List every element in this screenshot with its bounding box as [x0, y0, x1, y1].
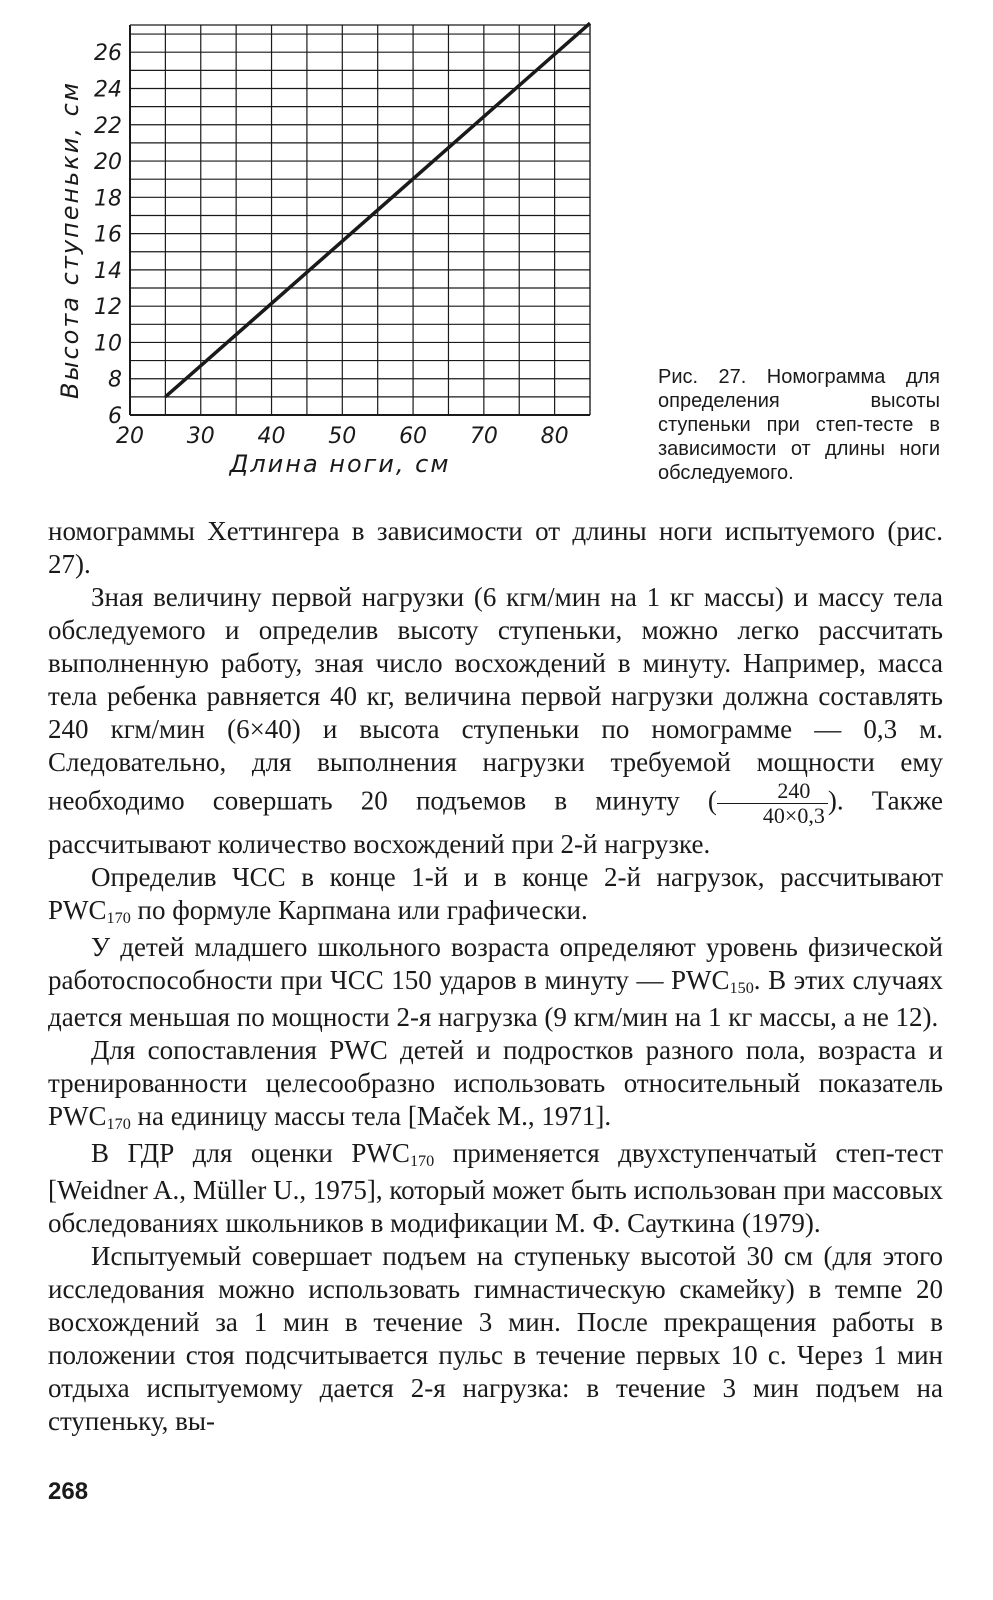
paragraph-2-text: Зная величину первой нагрузки (6 кгм/мин на 1 кг массы) и массу тела обследуемого и определив высоту ступеньки, можно легко рассчитать выполненную работу, зная число восхождений в минуту. Например, масса тела ребенка равняется 40 кг, величина первой нагрузки должна составлять 240 кгм/мин (6×40) и высота ступеньки по номограмме — 0,3 м. Следовательно, для выполнения нагрузки требуемой мощности ему необходимо совершать 20 подъемов в минуту [48, 582, 943, 816]
paragraph-6 [48, 1137, 943, 1240]
x-tick-labels [116, 424, 569, 449]
y-tick-label: 18 [94, 186, 122, 212]
body-text [48, 515, 943, 1438]
x-tick-label: 20 [116, 424, 144, 449]
formula-fraction [717, 779, 828, 828]
paragraph-2-tail: . Также рассчитывают количество восхождений при 2-й нагрузке. [48, 785, 943, 859]
paragraph-6-tail: применяется двухступенчатый степ-тест [Weidner A., Müller U., 1975], который может быть использован при массовых обследованиях школьников в модификации М. Ф. Сауткина (1979). [48, 1138, 943, 1238]
y-tick-label: 6 [108, 404, 122, 429]
paragraph-5 [48, 1034, 943, 1137]
y-tick-label: 16 [94, 222, 122, 248]
paragraph-3-text: Определив ЧСС в конце 1-й и в конце 2-й нагрузок, рассчитывают PWC [48, 862, 943, 925]
y-tick-label: 10 [94, 331, 122, 357]
y-tick-label: 14 [94, 258, 122, 284]
paragraph-3 [48, 861, 943, 931]
paragraph-5-tail: на единицу массы тела [Мaček M., 1971]. [137, 1101, 612, 1131]
nomogram-chart [0, 0, 620, 500]
paragraph-3-tail: по формуле Карпмана или графически. [137, 895, 588, 925]
x-tick-label: 40 [257, 424, 286, 449]
pwc-subscript-170: 170 [106, 1115, 131, 1133]
formula-open: ( [707, 785, 717, 816]
y-tick-label: 26 [94, 41, 122, 67]
x-tick-label: 80 [540, 424, 569, 449]
y-tick-label: 8 [108, 367, 122, 393]
paragraph-1: номограммы Хеттингера в зависимости от длины ноги испытуемого (рис. 27). [48, 516, 943, 579]
paragraph-2 [48, 581, 943, 861]
page-number: 268 [48, 1478, 89, 1505]
y-tick-labels [94, 41, 122, 429]
pwc-subscript-170: 170 [409, 1152, 435, 1170]
figure-caption: Рис. 27. Номограмма для определения высоты ступеньки при степ-тесте в зависимости от длины ноги обследуемого. [658, 366, 940, 484]
y-tick-label: 22 [94, 113, 122, 139]
pwc-subscript-170: 170 [106, 909, 131, 927]
formula-close: ) [827, 785, 837, 816]
paragraph-4-text: У детей младшего школьного возраста определяют уровень физической работоспособности при ЧСС 150 ударов в минуту — PWC [48, 932, 943, 995]
x-tick-label: 60 [399, 424, 428, 449]
y-tick-label: 24 [94, 77, 122, 103]
formula-numerator: 240 [717, 779, 828, 804]
formula-denominator: 40×0,3 [762, 803, 825, 828]
x-tick-label: 70 [469, 424, 498, 449]
y-axis-label: Высота ступеньки, см [56, 81, 84, 399]
paragraph-7: Испытуемый совершает подъем на ступеньку высотой 30 см (для этого исследования можно использовать гимнастическую скамейку) в темпе 20 восхождений за 1 мин в течение 3 мин. После прекращения работы в положении стоя подсчитывается пульс в течение первых 10 с. Через 1 мин отдыха испытуемому дается 2-я нагрузка: в течение 3 мин подъем на ступеньку, вы- [48, 1241, 943, 1436]
y-tick-label: 20 [94, 150, 122, 176]
x-tick-label: 50 [328, 424, 357, 449]
paragraph-5-text: Для сопоставления PWC детей и подростков разного пола, возраста и тренированности целесообразно использовать относительный показатель PWC [48, 1035, 943, 1131]
y-tick-label: 12 [94, 295, 122, 321]
paragraph-6-text: В ГДР для оценки PWC [91, 1138, 410, 1168]
paragraph-4 [48, 931, 943, 1034]
pwc-subscript-150: 150 [729, 979, 754, 997]
x-tick-label: 30 [186, 424, 215, 449]
paragraph-4-tail: . В этих случаях дается меньшая по мощности 2-я нагрузка (9 кгм/мин на 1 кг массы, а не 12). [48, 965, 943, 1032]
x-axis-label: Длина ноги, см [229, 450, 451, 478]
